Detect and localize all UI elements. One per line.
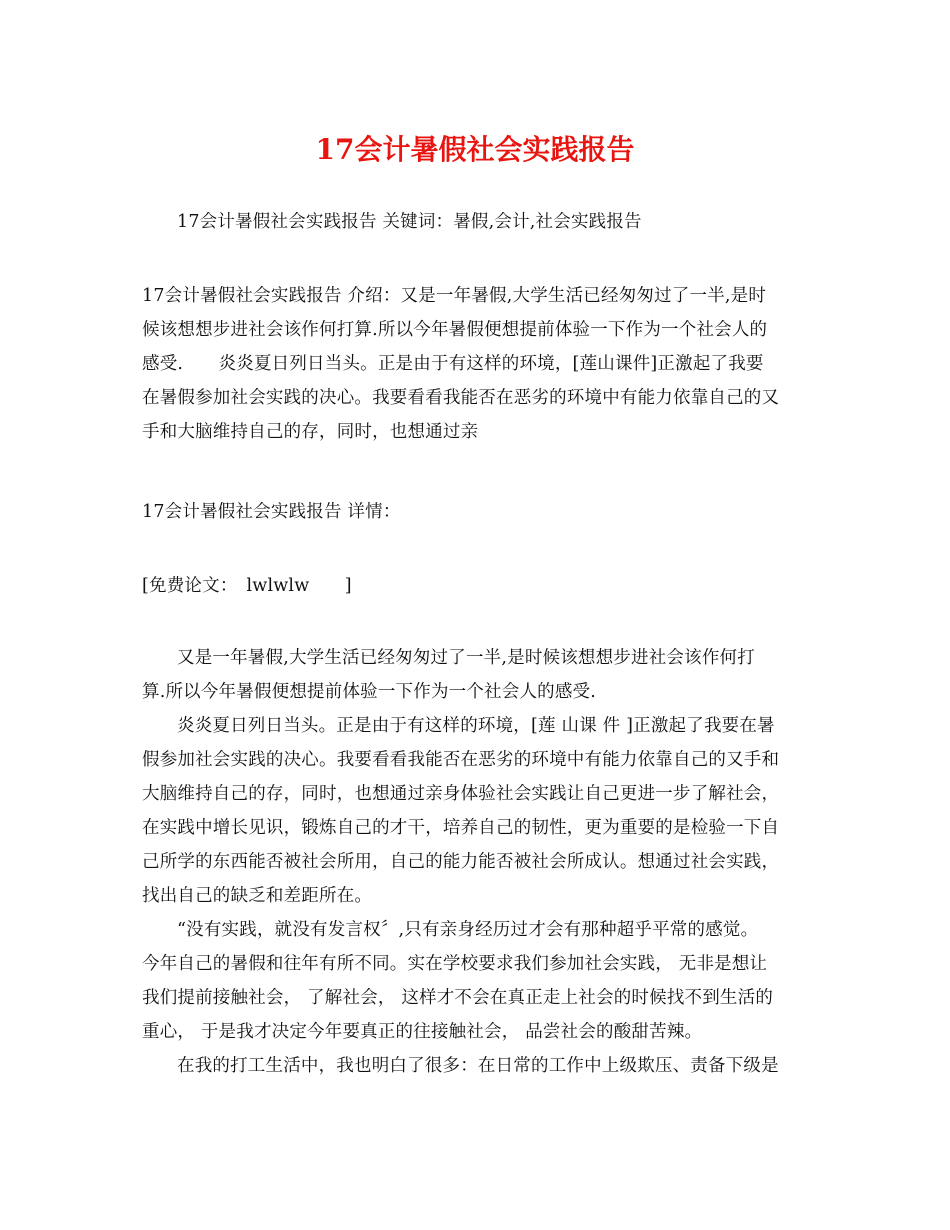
- document-title: 17会计暑假社会实践报告: [315, 133, 635, 166]
- body-line: 今年自己的暑假和往年有所不同。实在学校要求我们参加社会实践， 无非是想让: [142, 954, 768, 974]
- body-line: “没有实践，就没有发言权〞,只有亲身经历过才会有那种超乎平常的感觉。: [177, 920, 759, 940]
- body-line: 我们提前接触社会， 了解社会， 这样才不会在真正走上社会的时候找不到生活的: [142, 988, 774, 1008]
- body-line: 在我的打工生活中，我也明白了很多：在日常的工作中上级欺压、责备下级是: [177, 1056, 779, 1076]
- body-line: 己所学的东西能否被社会所用，自己的能力能否被社会所成认。想通过社会实践，: [142, 852, 780, 872]
- body-line: 大脑维持自己的存，同时，也想通过亲身体验社会实践让自己更进一步了解社会，: [142, 784, 780, 804]
- body-line: 又是一年暑假,大学生活已经匆匆过了一半,是时候该想想步进社会该作何打: [177, 648, 755, 668]
- details-label: 17会计暑假社会实践报告 详情：: [142, 502, 401, 522]
- body-line: 假参加社会实践的决心。我要看看我能否在恶劣的环境中有能力依靠自己的又手和: [142, 750, 780, 770]
- body-line: 在实践中增长见识，锻炼自己的才干，培养自己的韧性，更为重要的是检验一下自: [142, 818, 780, 838]
- body-line: 炎炎夏日列日当头。正是由于有这样的环境，[莲 山课 件 ]正激起了我要在暑: [177, 716, 775, 736]
- body-line: 算.所以今年暑假便想提前体验一下作为一个社会人的感受.: [142, 682, 597, 702]
- body-line: 重心， 于是我才决定今年要真正的往接触社会， 品尝社会的酸甜苦辣。: [142, 1022, 703, 1042]
- intro-line: 手和大脑维持自己的存，同时，也想通过亲: [142, 422, 479, 442]
- body-line: 找出自己的缺乏和差距所在。: [142, 886, 373, 906]
- intro-line: 感受. 炎炎夏日列日当头。正是由于有这样的环境，[莲山课件]正激起了我要: [142, 354, 764, 374]
- intro-line: 17会计暑假社会实践报告 介绍：又是一年暑假,大学生活已经匆匆过了一半,是时: [142, 286, 767, 306]
- intro-line: 候该想想步进社会该作何打算.所以今年暑假便想提前体验一下作为一个社会人的: [142, 320, 768, 340]
- free-paper-note: [免费论文： lwlwlw ]: [142, 576, 352, 596]
- intro-line: 在暑假参加社会实践的决心。我要看看我能否在恶劣的环境中有能力依靠自己的又: [142, 388, 780, 408]
- keywords-line: 17会计暑假社会实践报告 关键词：暑假,会计,社会实践报告: [177, 212, 642, 232]
